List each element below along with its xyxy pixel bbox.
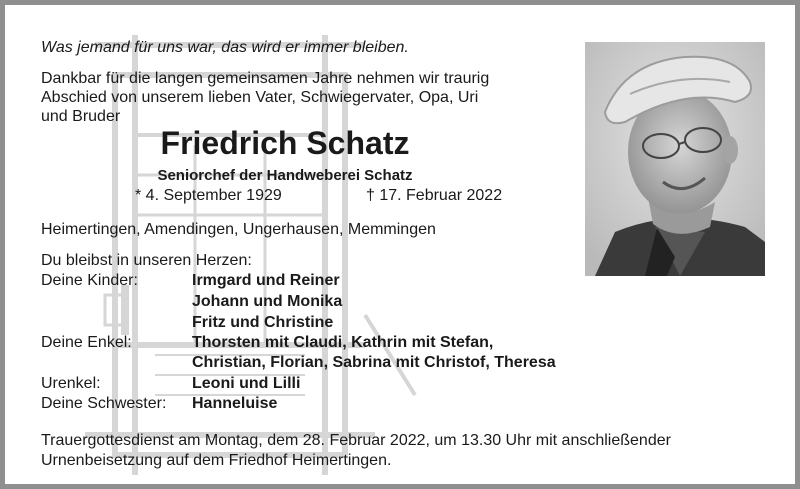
service-info: [41, 431, 671, 471]
family-label-great-grandchildren: Urenkel:: [41, 375, 101, 392]
family-name: Christian, Florian, Sabrina mit Christof, Theresa: [192, 354, 556, 371]
portrait-photo: [585, 42, 765, 276]
deceased-title: Seniorchef der Handweberei Schatz: [157, 167, 413, 184]
remembrance-line: Du bleibst in unseren Herzen:: [41, 252, 252, 269]
birth-date: * 4. September 1929: [135, 187, 282, 204]
family-name: Thorsten mit Claudi, Kathrin mit Stefan,: [192, 334, 494, 351]
intro-line: Dankbar für die langen gemeinsamen Jahre nehmen wir traurig: [41, 70, 490, 87]
motto: Was jemand für uns war, das wird er immer bleiben.: [41, 39, 409, 56]
service-line: Trauergottesdienst am Montag, dem 28. Februar 2022, um 13.30 Uhr mit anschließender: [41, 432, 671, 449]
intro-line: und Bruder: [41, 108, 121, 125]
places: Heimertingen, Amendingen, Ungerhausen, Memmingen: [41, 221, 436, 238]
family-name: Hanneluise: [192, 395, 278, 412]
family-label-grandchildren: Deine Enkel:: [41, 334, 132, 351]
family-label-sister: Deine Schwester:: [41, 395, 167, 412]
service-line: Urnenbeisetzung auf dem Friedhof Heimertingen.: [41, 452, 392, 469]
family-name: Fritz und Christine: [192, 314, 334, 331]
family-name: Johann und Monika: [192, 293, 343, 310]
family-label-children: Deine Kinder:: [41, 272, 138, 289]
family-name: Irmgard und Reiner: [192, 272, 340, 289]
deceased-name: Friedrich Schatz: [160, 125, 410, 161]
intro-text: [41, 69, 489, 126]
family-name: Leoni und Lilli: [192, 375, 301, 392]
death-date: † 17. Februar 2022: [366, 187, 503, 204]
intro-line: Abschied von unserem lieben Vater, Schwiegervater, Opa, Uri: [41, 89, 479, 106]
